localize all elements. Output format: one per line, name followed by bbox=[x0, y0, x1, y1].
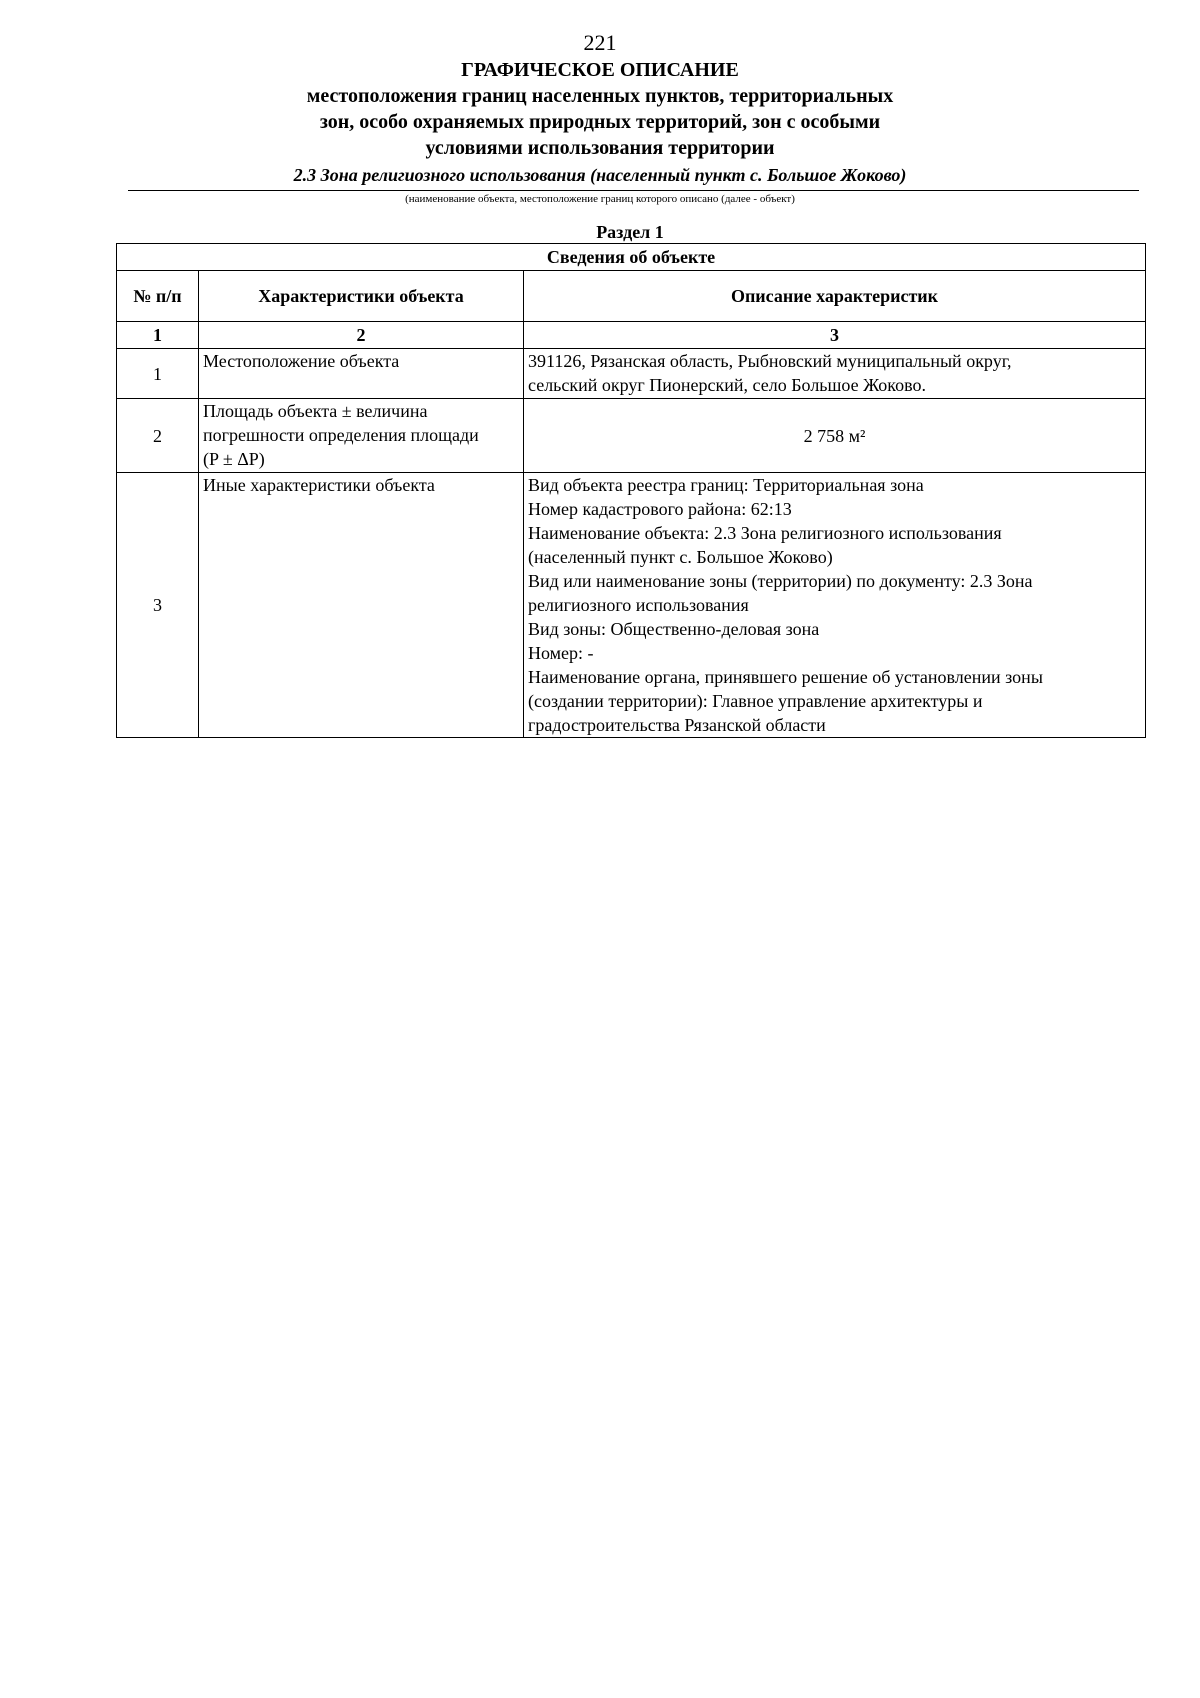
column-number: 2 bbox=[199, 322, 524, 349]
row-description bbox=[524, 473, 1146, 738]
object-name-underline bbox=[128, 190, 1139, 191]
row-description bbox=[524, 349, 1146, 399]
object-name: 2.3 Зона религиозного использования (населенный пункт с. Большое Жоково) bbox=[293, 165, 907, 185]
row-characteristic bbox=[199, 399, 524, 473]
document-title: ГРАФИЧЕСКОЕ ОПИСАНИЕ bbox=[461, 59, 739, 81]
description-line: (населенный пункт с. Большое Жоково) bbox=[528, 547, 833, 567]
document-subtitle-line: местоположения границ населенных пунктов, территориальных bbox=[306, 85, 894, 107]
description-line: Вид зоны: Общественно-деловая зона bbox=[528, 619, 820, 639]
description-line: Вид объекта реестра границ: Территориальная зона bbox=[528, 475, 924, 495]
description-line: (создании территории): Главное управление архитектуры и bbox=[528, 691, 983, 711]
table-row bbox=[117, 473, 1146, 738]
description-line: Наименование объекта: 2.3 Зона религиозного использования bbox=[528, 523, 1002, 543]
table-caption: Сведения об объекте bbox=[117, 244, 1146, 271]
row-number: 1 bbox=[117, 349, 199, 399]
column-number: 1 bbox=[117, 322, 199, 349]
description-line: 391126, Рязанская область, Рыбновский муниципальный округ, bbox=[528, 351, 1012, 371]
table-row bbox=[117, 399, 1146, 473]
row-number: 2 bbox=[117, 399, 199, 473]
object-caption: (наименование объекта, местоположение границ которого описано (далее - объект) bbox=[405, 193, 795, 205]
section-title: Раздел 1 bbox=[596, 222, 664, 242]
description-line: градостроительства Рязанской области bbox=[528, 715, 826, 735]
document-header bbox=[0, 58, 1200, 187]
column-header-number: № п/п bbox=[117, 271, 199, 322]
document-subtitle-line: зон, особо охраняемых природных территорий, зон с особыми bbox=[319, 111, 881, 133]
description-line: Номер кадастрового района: 62:13 bbox=[528, 499, 792, 519]
description-line: сельский округ Пионерский, село Большое Жоково. bbox=[528, 375, 926, 395]
page-number: 221 bbox=[583, 30, 617, 55]
description-line: Номер: - bbox=[528, 643, 594, 663]
document-subtitle-line: условиями использования территории bbox=[425, 137, 775, 159]
column-header-characteristic: Характеристики объекта bbox=[199, 271, 524, 322]
row-characteristic: Местоположение объекта bbox=[199, 349, 524, 399]
column-number: 3 bbox=[524, 322, 1146, 349]
description-line: религиозного использования bbox=[528, 595, 749, 615]
column-header-description: Описание характеристик bbox=[524, 271, 1146, 322]
row-characteristic: Иные характеристики объекта bbox=[199, 473, 524, 738]
table-row bbox=[117, 349, 1146, 399]
characteristic-line: (P ± ΔP) bbox=[203, 449, 265, 469]
description-line: Вид или наименование зоны (территории) по документу: 2.3 Зона bbox=[528, 571, 1033, 591]
characteristic-line: Площадь объекта ± величина bbox=[203, 401, 428, 421]
row-description: 2 758 м² bbox=[524, 399, 1146, 473]
characteristic-line: погрешности определения площади bbox=[203, 425, 479, 445]
object-info-table bbox=[116, 243, 1146, 738]
description-line: Наименование органа, принявшего решение об установлении зоны bbox=[528, 667, 1043, 687]
row-number: 3 bbox=[117, 473, 199, 738]
